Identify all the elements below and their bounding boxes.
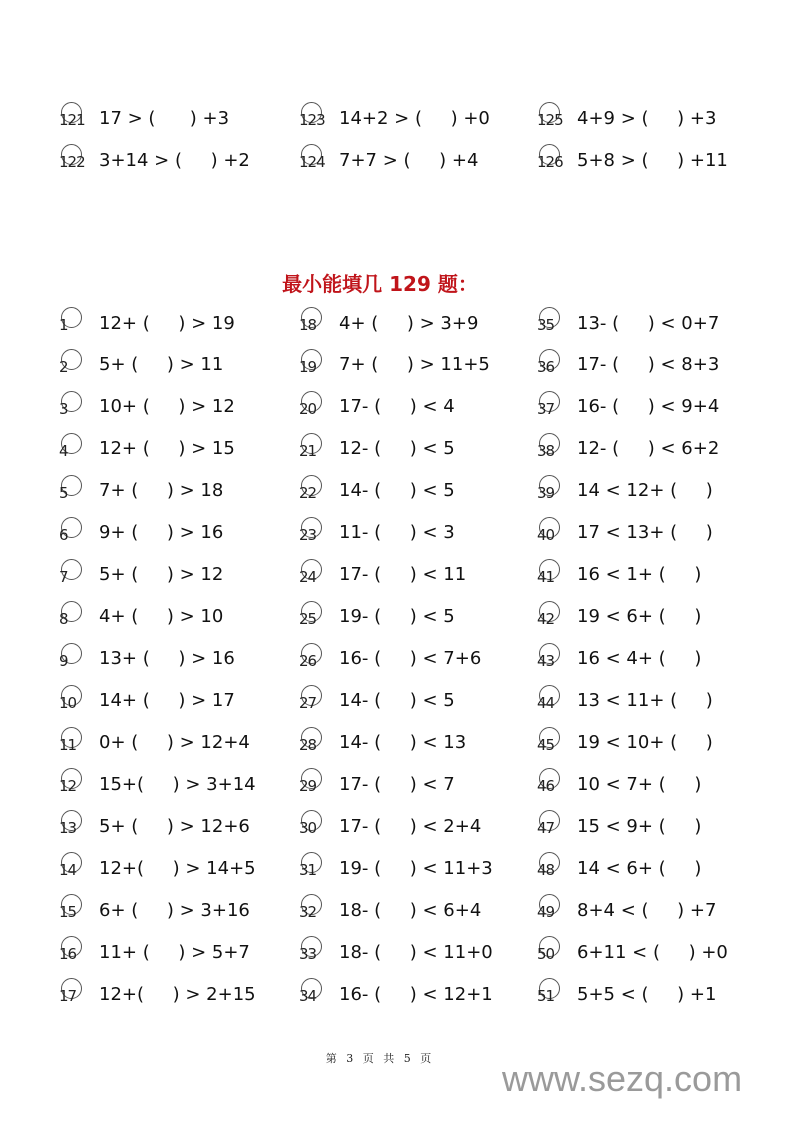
circled-number-icon	[298, 563, 328, 587]
problem-item	[536, 308, 719, 338]
problem-item	[536, 476, 713, 506]
problem-item	[298, 476, 455, 506]
circled-number-icon	[58, 982, 88, 1006]
problem-number: 20	[299, 399, 317, 418]
problem-item	[58, 476, 223, 506]
problem-equation: 12+( ) > 14+5	[99, 857, 256, 879]
circled-number-icon	[536, 731, 566, 755]
problem-number: 13	[59, 819, 77, 838]
problem-number: 32	[299, 903, 317, 922]
circled-number-icon	[58, 940, 88, 964]
problem-number: 122	[59, 153, 85, 171]
problem-item	[58, 895, 250, 925]
problem-item	[536, 560, 701, 590]
problem-equation: 5+5 < ( ) +1	[577, 983, 717, 1005]
problem-equation: 16 < 1+ ( )	[577, 564, 702, 586]
circled-number-icon	[58, 563, 88, 587]
circled-number-icon	[58, 814, 88, 838]
circled-number-icon	[58, 689, 88, 713]
circled-number-icon	[58, 395, 88, 419]
problem-equation: 10+ ( ) > 12	[99, 396, 235, 418]
problem-number: 34	[299, 987, 317, 1006]
problem-equation: 14+2 > ( ) +0	[339, 107, 490, 129]
problem-item	[298, 937, 493, 967]
circled-number-icon	[298, 148, 328, 172]
problem-number: 38	[537, 441, 555, 460]
problem-number: 121	[59, 111, 85, 129]
problem-item	[298, 103, 490, 133]
problem-number: 4	[59, 441, 68, 460]
problem-number: 12	[59, 777, 77, 796]
problem-number: 7	[59, 567, 68, 586]
circled-number-icon	[58, 311, 88, 335]
problem-equation: 14- ( ) < 5	[339, 480, 455, 502]
problem-equation: 11+ ( ) > 5+7	[99, 941, 250, 963]
problem-number: 8	[59, 609, 68, 628]
problem-equation: 12+( ) > 2+15	[99, 983, 256, 1005]
problem-item	[58, 518, 223, 548]
circled-number-icon	[58, 106, 88, 130]
problem-equation: 7+ ( ) > 18	[99, 480, 224, 502]
problem-number: 31	[299, 861, 317, 880]
problem-number: 22	[299, 483, 317, 502]
circled-number-icon	[298, 605, 328, 629]
section-title: 最小能填几 129 题：	[282, 272, 478, 296]
problem-equation: 16- ( ) < 9+4	[577, 396, 720, 418]
problem-number: 48	[537, 861, 555, 880]
problem-item	[298, 979, 493, 1009]
circled-number-icon	[536, 856, 566, 880]
problem-item	[58, 644, 235, 674]
problem-equation: 5+ ( ) > 12+6	[99, 815, 250, 837]
circled-number-icon	[298, 647, 328, 671]
problem-number: 30	[299, 819, 317, 838]
problem-item	[298, 350, 490, 380]
problem-item	[298, 308, 478, 338]
problem-equation: 3+14 > ( ) +2	[99, 149, 250, 171]
page-number: 第 3 页 共 5 页	[325, 1052, 435, 1065]
problem-item	[58, 769, 256, 799]
problem-number: 10	[59, 693, 77, 712]
problem-equation: 0+ ( ) > 12+4	[99, 732, 250, 753]
problem-equation: 13 < 11+ ( )	[577, 690, 713, 712]
problem-number: 9	[59, 651, 68, 670]
circled-number-icon	[536, 106, 566, 130]
problem-item	[536, 728, 713, 758]
problem-number: 25	[299, 609, 317, 628]
circled-number-icon	[298, 731, 328, 755]
problem-number: 14	[59, 861, 77, 880]
problem-number: 44	[537, 693, 555, 712]
circled-number-icon	[298, 437, 328, 461]
problem-number: 19	[299, 357, 317, 376]
circled-number-icon	[298, 856, 328, 880]
circled-number-icon	[536, 605, 566, 629]
circled-number-icon	[536, 148, 566, 172]
problem-number: 21	[299, 441, 317, 460]
circled-number-icon	[58, 856, 88, 880]
problem-number: 125	[537, 111, 563, 129]
problem-number: 45	[537, 735, 555, 754]
problem-number: 42	[537, 609, 555, 628]
circled-number-icon	[536, 940, 566, 964]
problem-item	[58, 853, 256, 883]
problem-equation: 7+ ( ) > 11+5	[339, 354, 490, 376]
problem-item	[58, 979, 256, 1009]
problem-item	[298, 811, 481, 841]
circled-number-icon	[536, 772, 566, 796]
problem-item	[58, 145, 250, 175]
problem-item	[536, 937, 728, 967]
problem-number: 5	[59, 483, 68, 502]
problem-item	[536, 644, 701, 674]
problem-equation: 12+ ( ) > 15	[99, 438, 235, 460]
problem-number: 16	[59, 945, 77, 964]
problem-item	[58, 602, 223, 632]
problem-equation: 15+( ) > 3+14	[99, 773, 256, 795]
problem-equation: 14 < 6+ ( )	[577, 857, 702, 879]
circled-number-icon	[536, 311, 566, 335]
problem-item	[298, 728, 466, 758]
problem-number: 35	[537, 316, 555, 334]
problem-equation: 15 < 9+ ( )	[577, 815, 702, 837]
problem-equation: 5+ ( ) > 11	[99, 354, 224, 376]
circled-number-icon	[536, 479, 566, 503]
circled-number-icon	[58, 353, 88, 377]
problem-equation: 12+ ( ) > 19	[99, 312, 235, 334]
problem-item	[536, 602, 701, 632]
circled-number-icon	[298, 898, 328, 922]
problem-item	[298, 518, 455, 548]
problem-equation: 19 < 6+ ( )	[577, 606, 702, 628]
problem-equation: 17 > ( ) +3	[99, 107, 230, 129]
problem-equation: 5+ ( ) > 12	[99, 564, 224, 586]
problem-equation: 17- ( ) < 11	[339, 564, 467, 586]
problem-number: 15	[59, 903, 77, 922]
circled-number-icon	[536, 521, 566, 545]
problem-equation: 19- ( ) < 11+3	[339, 857, 493, 879]
problem-equation: 12- ( ) < 5	[339, 438, 455, 460]
problem-item	[58, 728, 250, 758]
problem-number: 3	[59, 399, 68, 418]
problem-number: 11	[59, 735, 77, 754]
problem-equation: 4+ ( ) > 3+9	[339, 312, 479, 334]
problem-equation: 8+4 < ( ) +7	[577, 899, 717, 921]
problem-item	[58, 937, 250, 967]
circled-number-icon	[58, 898, 88, 922]
problem-item	[58, 103, 229, 133]
problem-equation: 5+8 > ( ) +11	[577, 149, 728, 171]
problem-number: 17	[59, 987, 77, 1006]
problem-item	[536, 434, 719, 464]
circled-number-icon	[536, 898, 566, 922]
problem-equation: 10 < 7+ ( )	[577, 773, 702, 795]
problem-item	[298, 434, 455, 464]
problem-item	[536, 103, 716, 133]
problem-item	[298, 392, 455, 422]
problem-equation: 6+11 < ( ) +0	[577, 941, 728, 963]
problem-equation: 17- ( ) < 7	[339, 773, 455, 795]
problem-item	[536, 895, 716, 925]
circled-number-icon	[58, 731, 88, 755]
problem-equation: 17 < 13+ ( )	[577, 522, 713, 544]
problem-item	[298, 769, 455, 799]
problem-number: 126	[537, 153, 563, 171]
problem-item	[536, 392, 719, 422]
problem-number: 29	[299, 777, 317, 796]
problem-number: 2	[59, 357, 68, 376]
problem-number: 46	[537, 777, 555, 796]
circled-number-icon	[58, 647, 88, 671]
circled-number-icon	[58, 437, 88, 461]
circled-number-icon	[58, 605, 88, 629]
circled-number-icon	[58, 521, 88, 545]
circled-number-icon	[58, 772, 88, 796]
circled-number-icon	[298, 772, 328, 796]
problem-number: 23	[299, 525, 317, 544]
problem-number: 33	[299, 945, 317, 964]
problem-number: 50	[537, 945, 555, 964]
problem-item	[58, 811, 250, 841]
problem-equation: 7+7 > ( ) +4	[339, 149, 479, 171]
problem-number: 43	[537, 651, 555, 670]
circled-number-icon	[298, 106, 328, 130]
problem-number: 18	[299, 316, 317, 334]
circled-number-icon	[536, 563, 566, 587]
circled-number-icon	[536, 647, 566, 671]
problem-number: 51	[537, 987, 555, 1006]
problem-equation: 11- ( ) < 3	[339, 522, 455, 544]
circled-number-icon	[58, 479, 88, 503]
problem-equation: 14- ( ) < 5	[339, 690, 455, 712]
problem-item	[298, 686, 455, 716]
problem-number: 41	[537, 567, 555, 586]
circled-number-icon	[536, 689, 566, 713]
circled-number-icon	[298, 982, 328, 1006]
problem-number: 37	[537, 399, 555, 418]
problem-item	[298, 644, 481, 674]
problem-item	[536, 769, 701, 799]
circled-number-icon	[298, 814, 328, 838]
problem-item	[536, 811, 701, 841]
problem-item	[298, 853, 493, 883]
problem-item	[536, 686, 713, 716]
problem-item	[58, 434, 235, 464]
problem-equation: 12- ( ) < 6+2	[577, 438, 720, 460]
problem-number: 26	[299, 651, 317, 670]
problem-item	[298, 560, 466, 590]
problem-item	[536, 853, 701, 883]
circled-number-icon	[298, 689, 328, 713]
circled-number-icon	[58, 148, 88, 172]
problem-item	[536, 145, 728, 175]
circled-number-icon	[298, 479, 328, 503]
problem-equation: 19 < 10+ ( )	[577, 732, 713, 753]
problem-number: 24	[299, 567, 317, 586]
problem-equation: 6+ ( ) > 3+16	[99, 899, 250, 921]
problem-equation: 17- ( ) < 4	[339, 396, 455, 418]
problem-number: 28	[299, 735, 317, 754]
problem-item	[58, 350, 223, 380]
problem-item	[536, 518, 713, 548]
problem-item	[298, 895, 481, 925]
problem-equation: 9+ ( ) > 16	[99, 522, 224, 544]
problem-item	[58, 392, 235, 422]
problem-item	[58, 686, 235, 716]
problem-equation: 17- ( ) < 2+4	[339, 815, 482, 837]
circled-number-icon	[298, 940, 328, 964]
problem-number: 27	[299, 693, 317, 712]
problem-equation: 16 < 4+ ( )	[577, 648, 702, 670]
problem-number: 49	[537, 903, 555, 922]
problem-number: 6	[59, 525, 68, 544]
circled-number-icon	[536, 982, 566, 1006]
problem-equation: 16- ( ) < 12+1	[339, 983, 493, 1005]
problem-item	[536, 979, 716, 1009]
problem-number: 39	[537, 483, 555, 502]
problem-equation: 17- ( ) < 8+3	[577, 354, 720, 376]
problem-item	[58, 308, 235, 338]
circled-number-icon	[536, 437, 566, 461]
problem-item	[298, 145, 478, 175]
problem-equation: 18- ( ) < 6+4	[339, 899, 482, 921]
problem-item	[298, 602, 455, 632]
circled-number-icon	[298, 395, 328, 419]
problem-equation: 4+9 > ( ) +3	[577, 107, 717, 129]
circled-number-icon	[298, 521, 328, 545]
problem-item	[58, 560, 223, 590]
problem-number: 123	[299, 111, 325, 129]
problem-equation: 14 < 12+ ( )	[577, 480, 713, 502]
problem-equation: 13+ ( ) > 16	[99, 648, 235, 670]
problem-equation: 16- ( ) < 7+6	[339, 648, 482, 670]
problem-equation: 19- ( ) < 5	[339, 606, 455, 628]
problem-number: 124	[299, 153, 325, 171]
circled-number-icon	[298, 311, 328, 335]
problem-equation: 13- ( ) < 0+7	[577, 312, 720, 334]
problem-equation: 14- ( ) < 13	[339, 732, 467, 753]
problem-number: 47	[537, 819, 555, 838]
circled-number-icon	[536, 814, 566, 838]
problem-number: 1	[59, 316, 68, 334]
problem-equation: 18- ( ) < 11+0	[339, 941, 493, 963]
circled-number-icon	[536, 353, 566, 377]
circled-number-icon	[536, 395, 566, 419]
problem-number: 40	[537, 525, 555, 544]
watermark: www.sezq.com	[502, 1058, 743, 1099]
problem-equation: 14+ ( ) > 17	[99, 690, 235, 712]
problem-item	[536, 350, 719, 380]
problem-number: 36	[537, 357, 555, 376]
problem-equation: 4+ ( ) > 10	[99, 606, 224, 628]
circled-number-icon	[298, 353, 328, 377]
